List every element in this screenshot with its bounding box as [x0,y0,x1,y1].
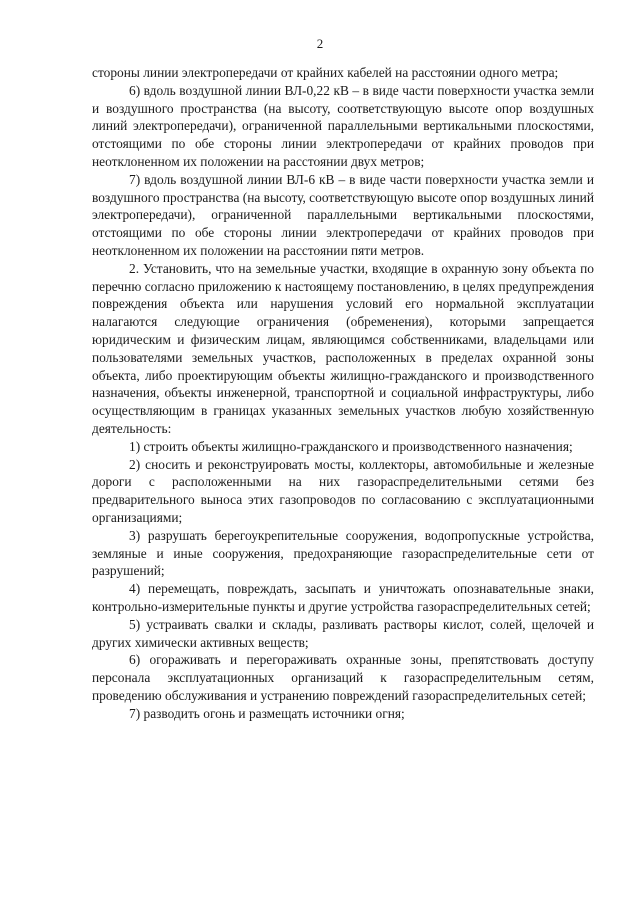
paragraph-restriction-5: 5) устраивать свалки и склады, разливать растворы кислот, солей, щелочей и других химически активных веществ; [92,616,594,650]
paragraph-item-7-vl-6: 7) вдоль воздушной линии ВЛ-6 кВ – в виде части поверхности участка земли и воздушного пространства (на высоту, соответствующую высоте опор воздушных линий электропередачи), ограниченной параллельными вертикальными плоскостями, отстоящими по обе стороны линии электропередачи от крайних проводов при неотклоненном их положении на расстоянии пяти метров. [92,171,594,258]
paragraph-restriction-2: 2) сносить и реконструировать мосты, коллекторы, автомобильные и железные дороги с расположенными на них газораспределительными сетями без предварительного выноса этих газопроводов по согласованию с эксплуатационными организациями; [92,456,594,525]
paragraph-restriction-3: 3) разрушать берегоукрепительные сооружения, водопропускные устройства, земляные и иные сооружения, предохраняющие газораспределительные сети от разрушений; [92,527,594,579]
paragraph-restriction-7: 7) разводить огонь и размещать источники огня; [129,705,405,721]
paragraph-restriction-1: 1) строить объекты жилищно-гражданского и производственного назначения; [129,438,573,454]
paragraph-section-2: 2. Установить, что на земельные участки, входящие в охранную зону объекта по перечню согласно приложению к настоящему постановлению, в целях предупреждения повреждения объекта или нарушения условий его нормальной эксплуатации налагаются следующие ограничения (обременения), которыми запрещается юридическим и физическим лицам, являющимся собственниками, владельцами или пользователями земельных участков, расположенных в пределах охранной зоны объекта, либо проектирующим объекты жилищно-гражданского и производственного назначения, объекты инженерной, транспортной и социальной инфраструктуры, либо осуществляющим в границах указанных земельных участков любую хозяйственную деятельность: [92,260,594,436]
paragraph-continuation: стороны линии электропередачи от крайних кабелей на расстоянии одного метра; [92,65,559,80]
paragraph-restriction-4: 4) перемещать, повреждать, засыпать и уничтожать опознавательные знаки, контрольно-измерительные пункты и другие устройства газораспределительных сетей; [92,581,594,614]
document-body [92,64,594,722]
paragraph-restriction-6: 6) огораживать и перегораживать охранные зоны, препятствовать доступу персонала эксплуатационных организаций к газораспределительным сетям, проведению обслуживания и устранению повреждений газораспределительных сетей; [92,652,594,703]
page-number: 2 [316,36,324,51]
paragraph-item-6-vl-022: 6) вдоль воздушной линии ВЛ-0,22 кВ – в виде части поверхности участка земли и воздушного пространства (на высоту, соответствующую высоте опор воздушных линий электропередачи), ограниченной параллельными вертикальными плоскостями, отстоящими по обе стороны линии электропередачи от крайних проводов при неотклоненном их положении на расстоянии двух метров; [92,82,594,169]
